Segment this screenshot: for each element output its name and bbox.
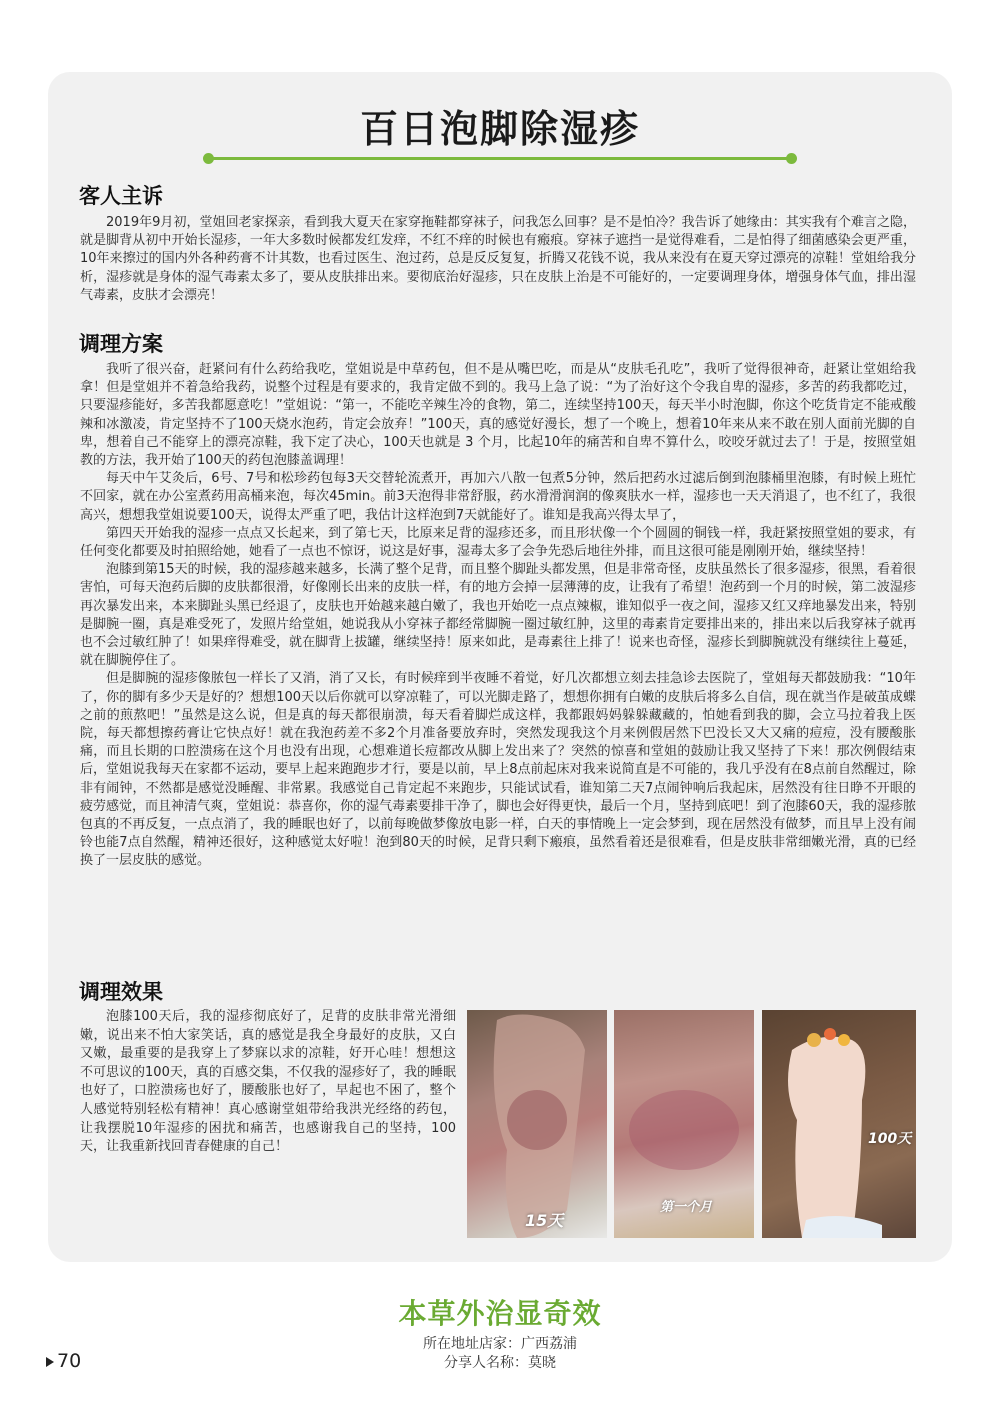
paragraph: 泡膝到第15天的时候，我的湿疹越来越多，长满了整个足背，而且整个脚趾头都发黑，但是非常奇怪，皮肤虽然长了很多湿疹，很黑，看着很害怕，可每天泡药后脚的皮肤都很滑，好像刚长出来的皮肤一样，有的地方会掉一层薄薄的皮，让我有了希望！泡药到一个月的时候，第二波湿疹再次暴发出来，本来脚趾头黑已经退了，皮肤也开始越来越白嫩了，我也开始吃一点点辣椒，谁知似乎一夜之间，湿疹又红又痒地暴发出来，特别是脚腕一圈，真是难受死了，发照片给堂姐，她说我从小穿袜子都经常脚腕一圈过敏红肿，这里的毒素肯定要排出来的，排出来以后我穿袜子就再也不会过敏红肿了！如果痒得难受，就在脚背上拔罐，继续坚持！原来如此，是毒素往上排了！说来也奇怪，湿疹长到脚腕就没有继续往上蔓延，就在脚腕停住了。 [80,562,916,669]
paragraph: 泡膝100天后，我的湿疹彻底好了，足背的皮肤非常光滑细嫩，说出来不怕大家笑话，真的感觉是我全身最好的皮肤，又白又嫩，最重要的是我穿上了梦寐以求的凉鞋，好开心哇！想想这不可思议的100天，真的百感交集，不仅我的湿疹好了，我的睡眠也好了，口腔溃疡也好了，腰酸胀也好了，早起也不困了，整个人感觉特别轻松有精神！真心感谢堂姐带给我洪光经络的药包，让我摆脱10年湿疹的困扰和痛苦，也感谢我自己的坚持，100天，让我重新找回青春健康的自己！ [80,1009,456,1155]
title-divider [208,157,792,160]
footer-address: 所在地址店家：广西荔浦 [423,1336,577,1352]
page-title: 百日泡脚除湿疹 [359,107,640,151]
footer-sharer: 分享人名称：莫晓 [444,1355,556,1371]
paragraph: 但是脚腕的湿疹像脓包一样长了又消，消了又长，有时候痒到半夜睡不着觉，好几次都想立刻去挂急诊去医院了，堂姐每天都鼓励我：“10年了，你的脚有多少天是好的？想想100天以后你就可以穿凉鞋了，可以光脚走路了，想想你拥有白嫩的皮肤后将多么自信，现在就当作是破茧成蝶之前的煎熬吧！”虽然是这么说，但是真的每天都很崩溃，每天看着脚烂成这样，我都跟妈妈躲躲藏藏的，怕她看到我的脚，会立马拉着我上医院，每天都想擦药膏让它快点好！就在我泡药差不多2个月准备要放弃时，突然发现我这个月来例假居然下巴没长又大又痛的痘痘，没有腰酸胀痛，而且长期的口腔溃疡在这个月也没有出现，心想难道长痘都改从脚上发出来了？突然的惊喜和堂姐的鼓励让我又坚持了下来！那次例假结束后，堂姐说我每天在家都不运动，要早上起来跑跑步才行，要是以前，早上8点前起床对我来说简直是不可能的，我几乎没有在8点前自然醒过，除非有闹钟，不然都是感觉没睡醒、非常累。我感觉自己肯定起不来跑步，只能试试看，谁知第二天7点闹钟响后我起床，居然没有往日睁不开眼的疲劳感觉，而且神清气爽，堂姐说：恭喜你，你的湿气毒素要排干净了，脚也会好得更快，最后一个月，坚持到底吧！到了泡膝60天，我的湿疹脓包真的不再反复，一点点消了，我的睡眠也好了，以前每晚做梦像放电影一样，白天的事情晚上一定会梦到，现在居然没有做梦，而且早上没有闹铃也能7点自然醒，精神还很好，这种感觉太好啦！泡到80天的时候，足背只剩下瘢痕，虽然看着还是很难看，但是皮肤非常细嫩光滑，真的已经换了一层皮肤的感觉。 [80,671,916,869]
paragraph: 2019年9月初，堂姐回老家探亲，看到我大夏天在家穿拖鞋都穿袜子，问我怎么回事？是不是怕冷？我告诉了她缘由：其实我有个难言之隐，就是脚背从初中开始长湿疹，一年大多数时候都发红发痒，不红不痒的时候也有瘢痕。穿袜子遮挡一是觉得难看，二是怕得了细菌感染会更严重，10年来擦过的国内外各种药膏不计其数，也看过医生、泡过药，总是反反复复，折腾又花钱不说，我从来没有在夏天穿过漂亮的凉鞋！堂姐给我分析，湿疹就是身体的湿气毒素太多了，要从皮肤排出来。要彻底治好湿疹，只在皮肤上治是不可能好的，一定要调理身体，增强身体气血，排出湿气毒素，皮肤才会漂亮！ [80,215,916,303]
section-heading-result: 调理效果 [79,980,163,1004]
foot-shape-icon [467,1010,607,1238]
plan-text [80,361,916,871]
photo-label: 100天 [868,1131,912,1147]
page-number [46,1350,81,1372]
foot-shape-icon [762,1010,916,1238]
divider-dot-left [203,153,214,164]
divider-dot-right [786,153,797,164]
triangle-icon [46,1357,54,1367]
page-number-text: 70 [57,1350,82,1372]
section-heading-complaint: 客人主诉 [79,184,163,208]
complaint-text [80,214,916,305]
paragraph: 第四天开始我的湿疹一点点又长起来，到了第七天，比原来足背的湿疹还多，而且形状像一个个圆圆的铜钱一样，我赶紧按照堂姐的要求，有任何变化都要及时拍照给她，她看了一点也不惊讶，说这是好事，湿毒太多了会争先恐后地往外排，而且这很可能是刚刚开始，继续坚持！ [80,525,916,560]
photo-label: 15天 [525,1211,564,1230]
paragraph: 每天中午艾灸后，6号、7号和松珍药包每3天交替轮流煮开，再加六八散一包煮5分钟，然后把药水过滤后倒到泡膝桶里泡膝，有时候上班忙不回家，就在办公室煮药用高桶来泡，每次45min。前3天泡得非常舒服，药水滑滑润润的像爽肤水一样，湿疹也一天天消退了，也不红了，我很高兴，想想我堂姐说要100天，说得太严重了吧，我估计这样泡到7天就能好了。谁知是我高兴得太早了， [80,471,916,523]
foot-photo-month1 [614,1010,754,1238]
footer-title: 本草外治显奇效 [398,1297,602,1330]
section-heading-plan: 调理方案 [79,332,163,356]
paragraph: 我听了很兴奋，赶紧问有什么药给我吃，堂姐说是中草药包，但不是从嘴巴吃，而是从“皮肤毛孔吃”，我听了觉得很神奇，赶紧让堂姐给我拿！但是堂姐并不着急给我药，说整个过程是有要求的，我肯定做不到的。我马上急了说：“为了治好这个令我自卑的湿疹，多苦的药我都吃过，只要湿疹能好，多苦我都愿意吃！”堂姐说：“第一，不能吃辛辣生冷的食物，第二，连续坚持100天，每天半小时泡脚，你这个吃货肯定不能戒酸辣和冰激凌，肯定坚持不了100天烧水泡药，肯定会放弃！”100天，真的感觉好漫长，想了一个晚上，想着10年来从来不敢在别人面前光脚的自卑，想着自己不能穿上的漂亮凉鞋，我下定了决心，100天也就是 3 个月，比起10年的痛苦和自卑不算什么，咬咬牙就过去了！于是，按照堂姐教的方法，我开始了100天的药包泡膝盖调理！ [80,362,916,469]
photo-label: 第一个月 [660,1200,713,1215]
result-text [80,1008,456,1157]
foot-photo-day15 [467,1010,607,1238]
foot-photo-day100 [762,1010,916,1238]
